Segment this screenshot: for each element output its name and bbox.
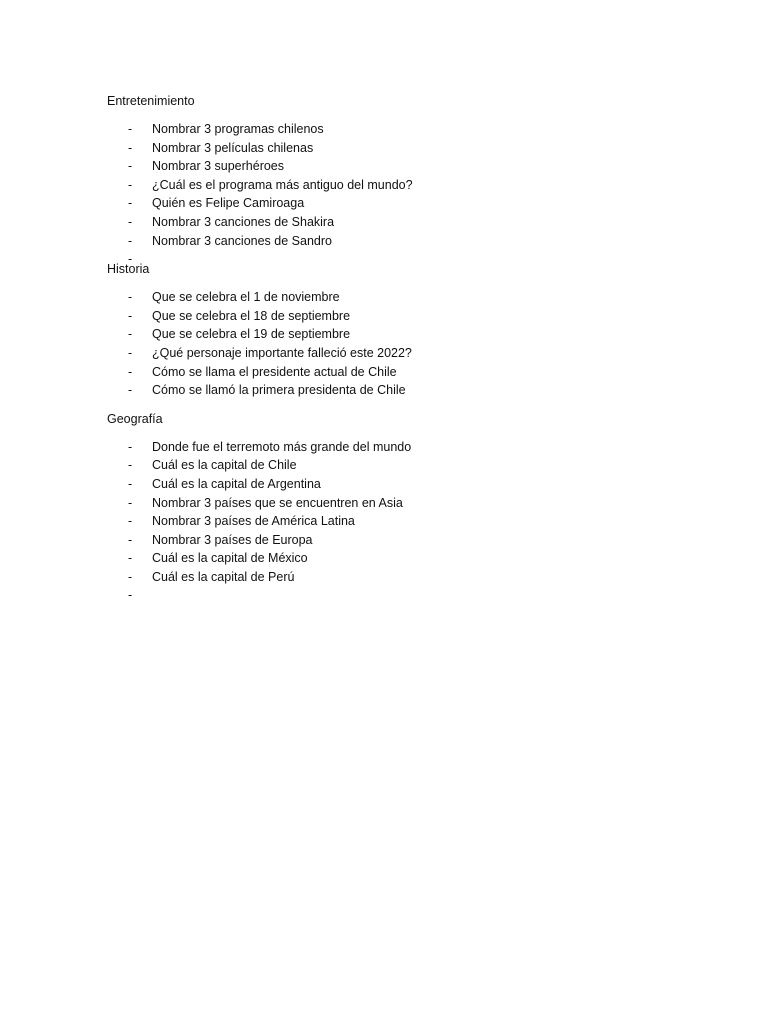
list-item-text: Nombrar 3 programas chilenos <box>152 122 324 136</box>
bullet-dash: - <box>128 514 133 529</box>
list-item-text: Cuál es la capital de México <box>152 551 308 566</box>
bullet-dash: - <box>128 476 133 491</box>
bullet-dash: - <box>128 233 133 248</box>
list-item <box>107 456 707 475</box>
list-item <box>107 549 707 568</box>
bullet-dash: - <box>128 177 133 192</box>
bullet-dash: - <box>128 196 133 211</box>
question-list <box>107 438 707 603</box>
list-item <box>107 288 707 307</box>
list-item-text: Cuál es la capital de Argentina <box>152 476 321 491</box>
bullet-dash: - <box>128 383 133 398</box>
list-item-text: Cuál es la capital de Chile <box>152 458 297 473</box>
list-item <box>107 568 707 587</box>
bullet-dash: - <box>128 214 133 229</box>
question-list <box>107 120 707 267</box>
list-item-text: Que se celebra el 19 de septiembre <box>152 327 351 342</box>
list-item-text: Nombrar 3 países que se encuentren en Asia <box>152 495 403 510</box>
list-item-text: Nombrar 3 canciones de Shakira <box>152 214 335 229</box>
list-item-text: ¿Qué personaje importante falleció este 2022? <box>152 345 412 360</box>
list-item-text: Nombrar 3 superhéroes <box>152 159 285 174</box>
bullet-dash: - <box>128 588 133 603</box>
list-item <box>107 120 707 139</box>
bullet-dash: - <box>128 252 133 267</box>
section-entretenimiento <box>107 92 707 267</box>
list-item <box>107 176 707 195</box>
list-item-text: Donde fue el terremoto más grande del mundo <box>152 439 412 454</box>
bullet-dash: - <box>128 495 133 510</box>
list-item <box>107 512 707 531</box>
list-item-text: Nombrar 3 países de Europa <box>152 532 313 547</box>
list-item <box>107 363 707 382</box>
list-item <box>107 344 707 363</box>
list-item <box>107 325 707 344</box>
bullet-dash: - <box>128 569 133 584</box>
bullet-dash: - <box>128 308 133 323</box>
section-historia <box>107 260 707 400</box>
list-item <box>107 232 707 251</box>
bullet-dash: - <box>128 290 133 305</box>
list-item-text: Que se celebra el 1 de noviembre <box>152 290 340 305</box>
list-item-text: ¿Cuál es el programa más antiguo del mundo? <box>152 177 413 192</box>
section-heading: Entretenimiento <box>107 94 195 108</box>
list-item <box>107 194 707 213</box>
section-heading: Historia <box>107 262 150 277</box>
list-item <box>107 307 707 326</box>
list-item <box>107 139 707 158</box>
bullet-dash: - <box>128 122 133 136</box>
list-item <box>107 494 707 513</box>
list-item-text: Cómo se llamó la primera presidenta de Chile <box>152 383 406 398</box>
bullet-dash: - <box>128 532 133 547</box>
list-item <box>107 438 707 457</box>
bullet-dash: - <box>128 140 133 155</box>
list-item <box>107 531 707 550</box>
bullet-dash: - <box>128 364 133 379</box>
bullet-dash: - <box>128 458 133 473</box>
question-list <box>107 288 707 400</box>
section-geografia <box>107 410 707 603</box>
list-item-text: Nombrar 3 países de América Latina <box>152 514 355 529</box>
document-page <box>107 92 707 603</box>
list-item <box>107 213 707 232</box>
bullet-dash: - <box>128 551 133 566</box>
bullet-dash: - <box>128 159 133 174</box>
list-item-text: Cuál es la capital de Perú <box>152 569 295 584</box>
list-item-text: Nombrar 3 películas chilenas <box>152 140 314 155</box>
list-item <box>107 157 707 176</box>
list-item-text: Quién es Felipe Camiroaga <box>152 196 305 211</box>
list-item-text: Que se celebra el 18 de septiembre <box>152 308 351 323</box>
bullet-dash: - <box>128 327 133 342</box>
list-item-text: Cómo se llama el presidente actual de Chile <box>152 364 397 379</box>
bullet-dash: - <box>128 439 133 454</box>
list-item <box>107 475 707 494</box>
section-heading: Geografía <box>107 411 163 426</box>
list-item <box>107 381 707 400</box>
list-item-text: Nombrar 3 canciones de Sandro <box>152 233 332 248</box>
bullet-dash: - <box>128 345 133 360</box>
